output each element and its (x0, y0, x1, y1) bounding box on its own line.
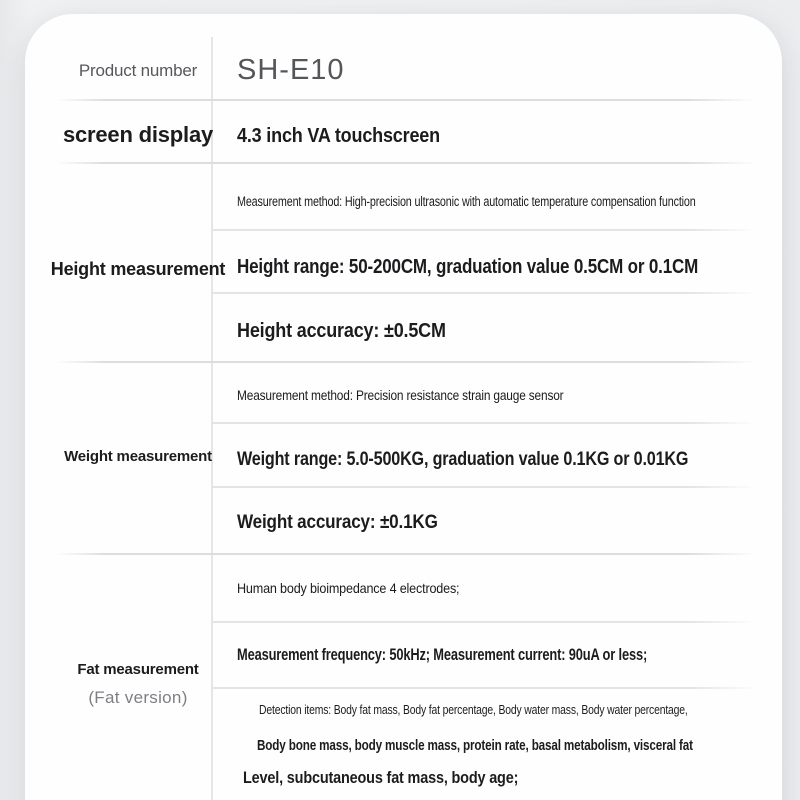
row-divider (213, 486, 757, 488)
fat-frequency-row (237, 641, 770, 669)
height-accuracy-row (237, 315, 770, 347)
fat-electrodes-text: Human body bioimpedance 4 electrodes; (237, 579, 460, 596)
fat-measurement-label: Fat measurement (77, 661, 199, 678)
weight-range-text: Weight range: 5.0-500KG, graduation value 0.1KG or 0.01KG (237, 449, 689, 470)
detection-items-line2: Body bone mass, body muscle mass, protein rate, basal metabolism, visceral fat (257, 737, 693, 754)
fat-version-sublabel: (Fat version) (88, 688, 188, 707)
height-range-row (237, 251, 770, 283)
product-number-text: SH-E10 (237, 53, 345, 86)
product-number-label: Product number (78, 61, 198, 80)
section-divider (56, 99, 757, 101)
weight-measurement-label: Weight measurement (64, 448, 212, 465)
row-divider (213, 422, 757, 424)
screen-display-text: 4.3 inch VA touchscreen (237, 124, 440, 147)
detection-items-line1: Detection items: Body fat mass, Body fat percentage, Body water mass, Body water percentage, (259, 702, 688, 717)
weight-accuracy-text: Weight accuracy: ±0.1KG (237, 512, 438, 533)
height-method-text: Measurement method: High-precision ultrasonic with automatic temperature compensation function (237, 193, 696, 209)
fat-electrodes-row (237, 575, 770, 600)
section-divider (56, 162, 757, 164)
weight-method-row (237, 382, 770, 408)
section-divider (56, 553, 757, 555)
section-divider (56, 361, 757, 363)
weight-range-row (237, 444, 770, 476)
weight-method-text: Measurement method: Precision resistance strain gauge sensor (237, 387, 564, 403)
row-divider (213, 621, 757, 623)
height-accuracy-text: Height accuracy: ±0.5CM (237, 319, 446, 342)
screen-display-label: screen display (62, 122, 214, 147)
screen-display-value (237, 120, 770, 152)
fat-detection-items-row (212, 688, 757, 791)
fat-frequency-text: Measurement frequency: 50kHz; Measurement current: 90uA or less; (237, 645, 648, 664)
detection-items-line3: Level, subcutaneous fat mass, body age; (243, 768, 519, 787)
height-method-row (237, 188, 770, 214)
row-divider (213, 229, 757, 231)
height-range-text: Height range: 50-200CM, graduation value 0.5CM or 0.1CM (237, 255, 699, 278)
column-divider-line (211, 37, 213, 800)
product-number-value (237, 50, 770, 90)
weight-accuracy-row (237, 507, 770, 539)
row-divider (213, 292, 757, 294)
height-measurement-label: Height measurement (50, 259, 226, 279)
